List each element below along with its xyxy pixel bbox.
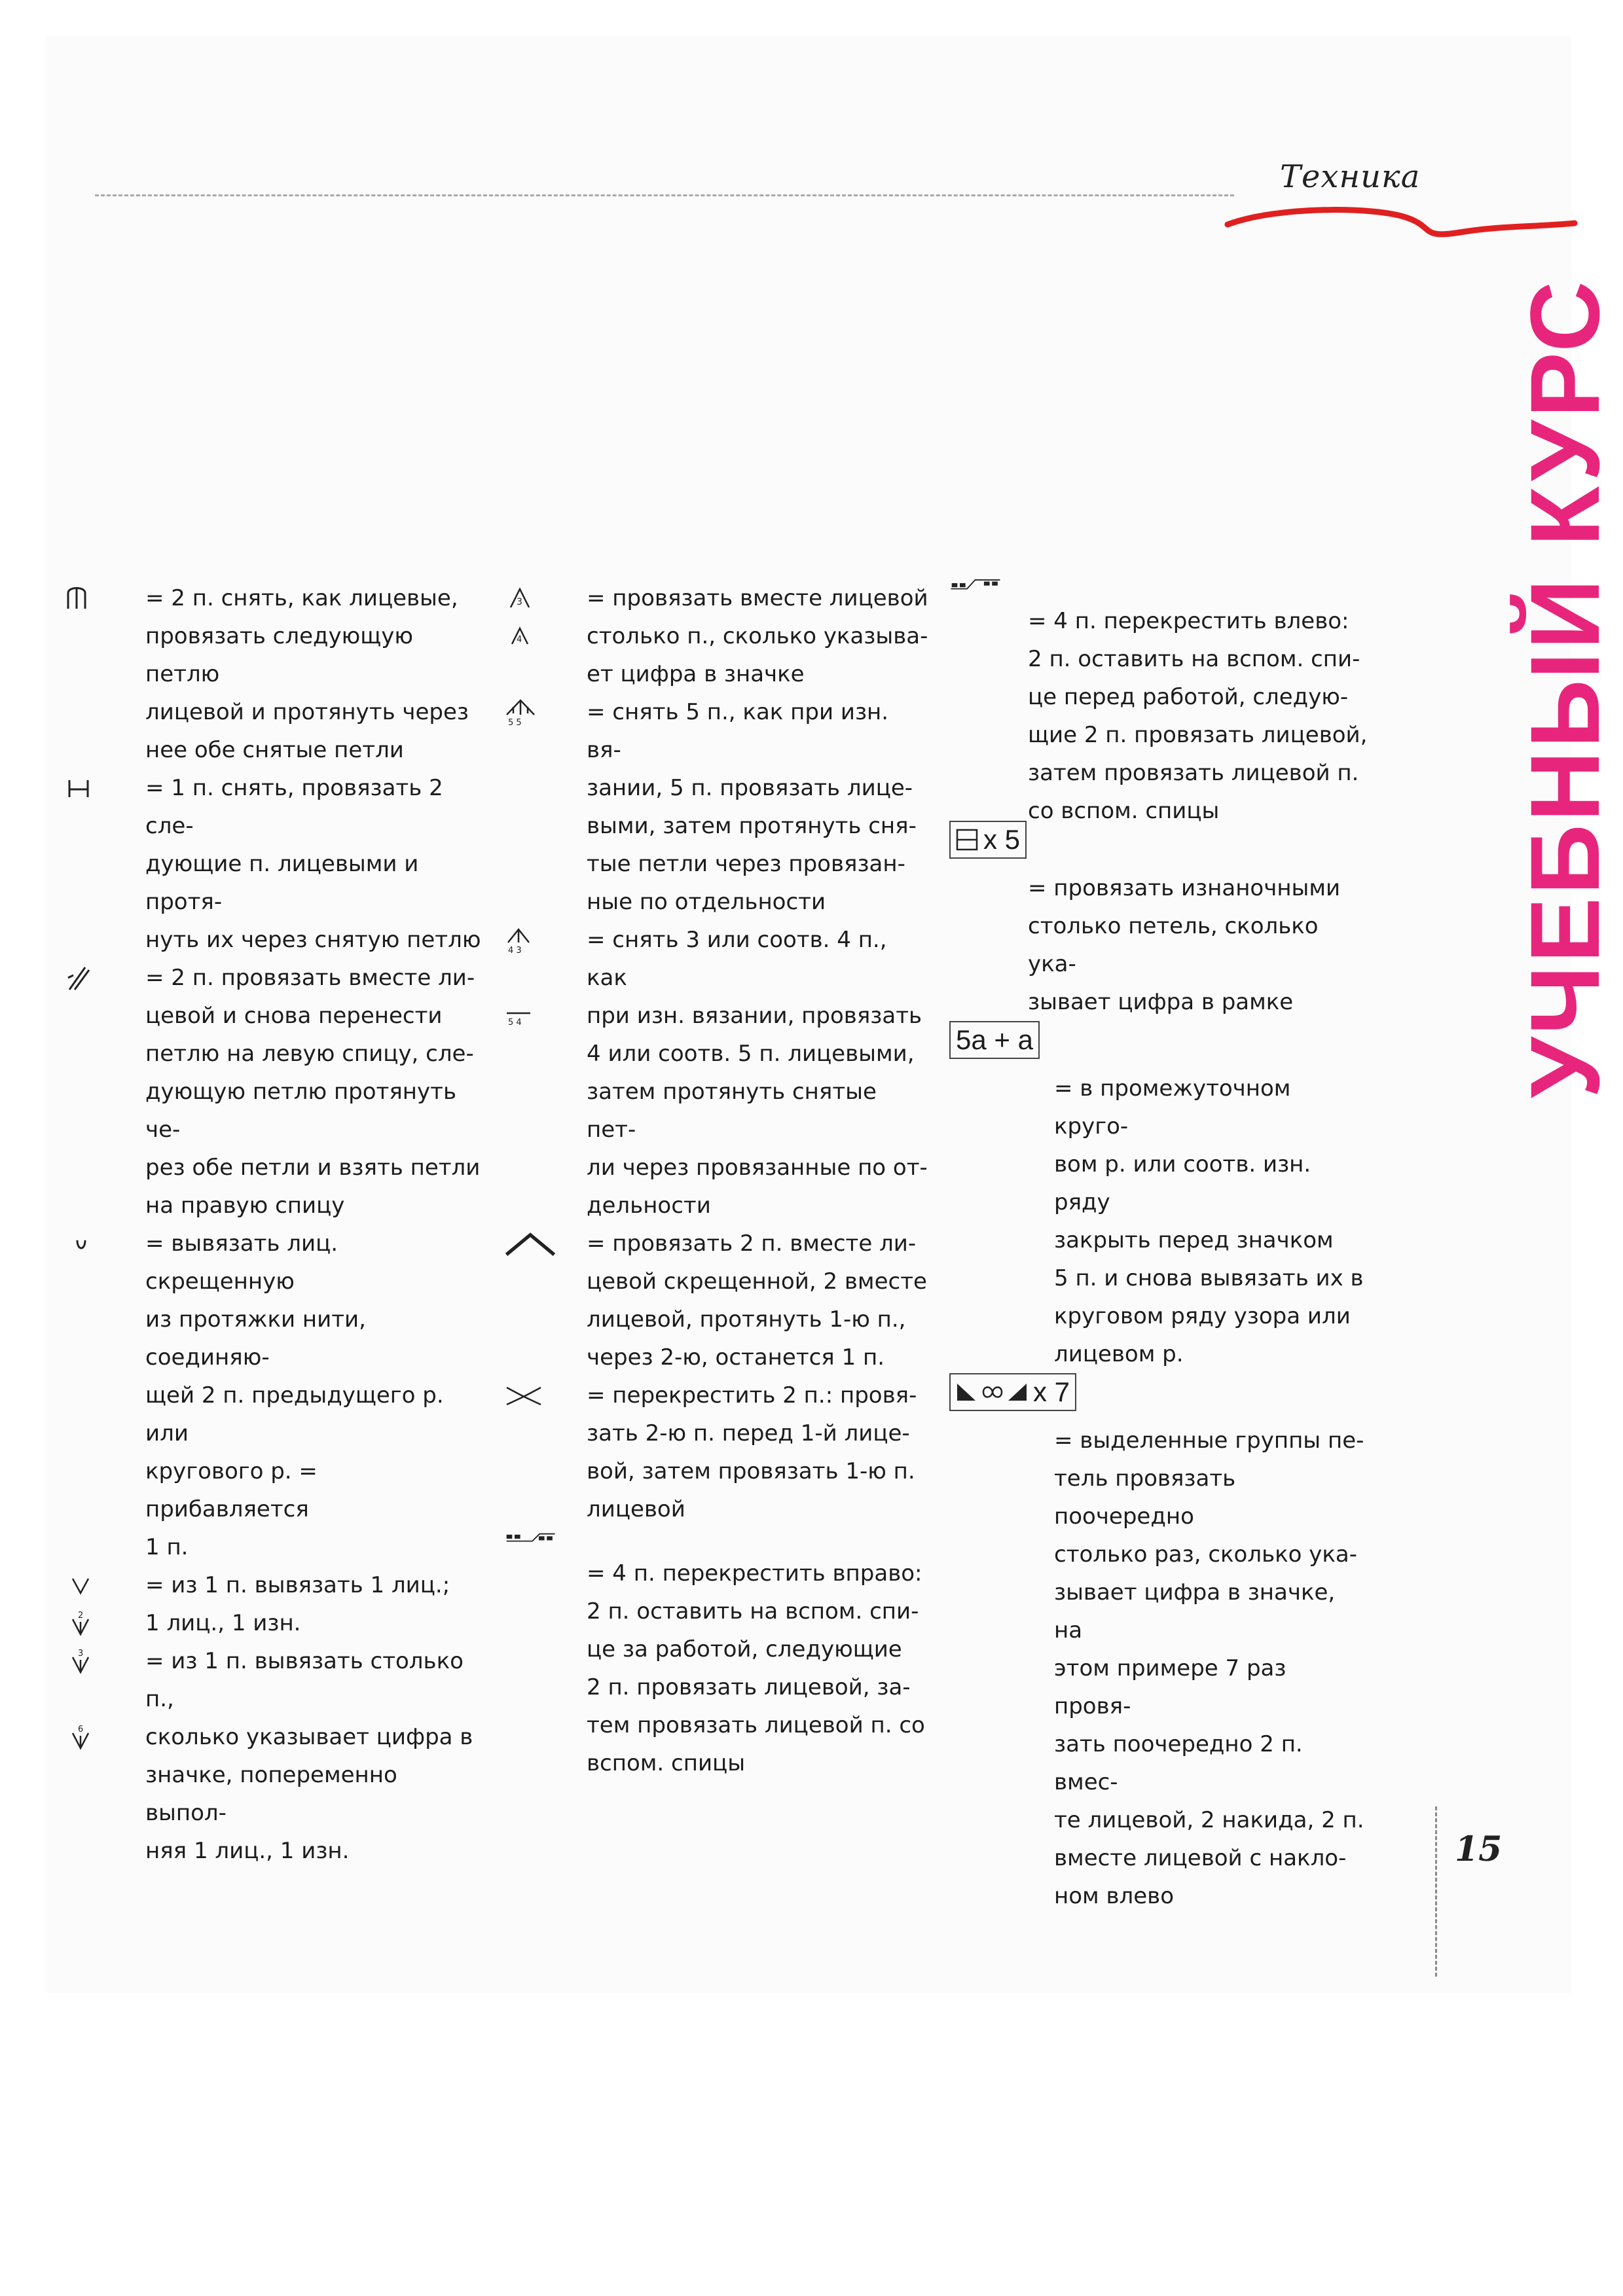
decrease-4-3-icon [504,921,556,959]
purl-slip-icon [65,579,118,617]
legend-entry [504,1376,930,1528]
cable-right-icon [504,1516,556,1554]
left-column [65,579,484,1870]
legend-text: = провязать вместе лицевой [587,585,928,611]
svg-text:4 3: 4 3 [508,946,522,954]
legend-entry [65,1604,484,1642]
legend-entry [949,602,1368,830]
red-swoosh-decoration [1224,200,1578,245]
legend-text: = вывязать лиц. скрещенную из протяжки нити, соединяю- щей 2 п. предыдущего р. или кругового р. = прибавляется 1 п. [145,1230,444,1560]
legend-entry [65,1642,484,1718]
header-dashed-rule [95,194,1234,196]
decrease-5-4-icon [504,997,556,1035]
legend-text: = снять 3 или соотв. 4 п., как [587,927,887,991]
legend-entry [504,997,930,1225]
purl-x5-label: x 5 [983,824,1021,855]
svg-text:4: 4 [517,635,522,645]
cable-left-icon [949,564,1002,602]
legend-entry [504,1554,930,1782]
vertical-title-text: УЧЕБНЫЙ КУРС [1510,278,1620,1098]
legend-text: = перекрестить 2 п.: провя- зать 2-ю п. перед 1-й лице- вой, затем провязать 1-ю п. лицевой [587,1382,917,1522]
svg-text:3: 3 [78,1649,84,1659]
v-increase-icon [71,1566,123,1604]
legend-entry [949,824,1368,1021]
legend-text: = 4 п. перекрестить вправо: 2 п. оставить на вспом. спи- це за работой, следующие 2 п. провязать лицевой, за- тем провязать лицевой п. со вспом. спицы [587,1560,925,1776]
decrease-4-icon [507,617,559,655]
legend-text: столько п., сколько указыва- ет цифра в значке [587,623,928,687]
page-number: 15 [1455,1829,1503,1869]
legend-text: = из 1 п. вывязать столько п., [145,1648,464,1712]
legend-entry [949,1376,1368,1915]
twisted-increase-icon [75,1225,127,1263]
legend-entry [65,579,484,769]
group-repeat-label: x 7 [1033,1376,1070,1407]
legend-text: сколько указывает цифра в значке, попеременно выпол- няя 1 лиц., 1 изн. [145,1724,473,1864]
v-increase-2-icon [71,1604,123,1642]
legend-text: при изн. вязании, провязать 4 или соотв. 5 п. лицевыми, затем протянуть снятые пет- ли через провязанные по от- дельности [587,1003,928,1219]
legend-text: = 1 п. снять, провязать 2 сле- дующие п. лицевыми и протя- нуть их через снятую петлю [145,775,481,953]
legend-entry [65,1718,484,1870]
legend-text: = 4 п. перекрестить влево: 2 п. оставить на вспом. спи- це перед работой, следую- щие 2 п. провязать лицевой, затем провязать лицевой п. со вспом. спицы [1028,608,1368,824]
legend-entry [504,693,930,921]
legend-text: = провязать изнаночными столько петель, сколько ука- зывает цифра в рамке [1028,875,1341,1015]
legend-text: = провязать 2 п. вместе ли- цевой скрещенной, 2 вместе лицевой, протянуть 1-ю п., через 2-ю, останется 1 п. [587,1230,927,1371]
legend-entry [504,921,930,997]
double-decrease-icon [504,1225,556,1263]
page-number-rule [1435,1806,1437,1977]
legend-entry [504,1225,930,1376]
legend-text: = 2 п. провязать вместе ли- цевой и снова перенести петлю на левую спицу, сле- дующую петлю протянуть че- рез обе петли и взять петли на правую спицу [145,965,481,1219]
slip-pass-icon [65,769,118,807]
section-label: Техника [1280,158,1421,195]
legend-entry [504,617,930,693]
legend-text: = в промежуточном круго- вом р. или соотв. изн. ряду закрыть перед значком 5 п. и снова вывязать их в круговом ряду узора или лицевом р. [1054,1075,1364,1367]
decrease-3-icon [507,579,559,617]
svg-text:6: 6 [78,1725,84,1734]
legend-entry [65,959,484,1225]
right-column [949,602,1368,1915]
legend-entry [949,1024,1368,1373]
legend-text: = выделенные группы пе- тель провязать поочередно столько раз, сколько ука- зывает цифра в значке, на этом примере 7 раз провя- зать поочередно 2 п. вмес- те лицевой, 2 накида, 2 п. вместе лицевой с накло- ном влево [1054,1427,1364,1909]
svg-text:2: 2 [78,1611,84,1621]
svg-text:5 5: 5 5 [508,718,522,726]
knit-together-icon [65,959,118,997]
legend-entry [65,1566,484,1604]
group-repeat-icon [949,1373,1076,1411]
middle-column [504,579,930,1782]
cross-icon [504,1376,556,1414]
svg-text:3: 3 [517,597,522,607]
legend-text: 1 лиц., 1 изн. [145,1610,301,1636]
svg-text:5 4: 5 4 [508,1018,522,1028]
purl-x5-icon [949,821,1027,859]
bind-off-icon [949,1021,1040,1059]
v-increase-3-icon [71,1642,123,1680]
legend-entry [65,1225,484,1566]
legend-entry [65,769,484,959]
legend-text: = снять 5 п., как при изн. вя- зании, 5 п. провязать лице- выми, затем протянуть сня- тые петли через провязан- ные по отдельности [587,699,917,915]
decrease-5-5-icon [504,693,556,731]
legend-text: = 2 п. снять, как лицевые, провязать следующую петлю лицевой и протянуть через нее обе снятые петли [145,585,469,763]
legend-entry [504,579,930,617]
bind-off-label: 5a + a [956,1024,1033,1055]
legend-text: = из 1 п. вывязать 1 лиц.; [145,1572,450,1598]
v-increase-6-icon [71,1718,123,1756]
